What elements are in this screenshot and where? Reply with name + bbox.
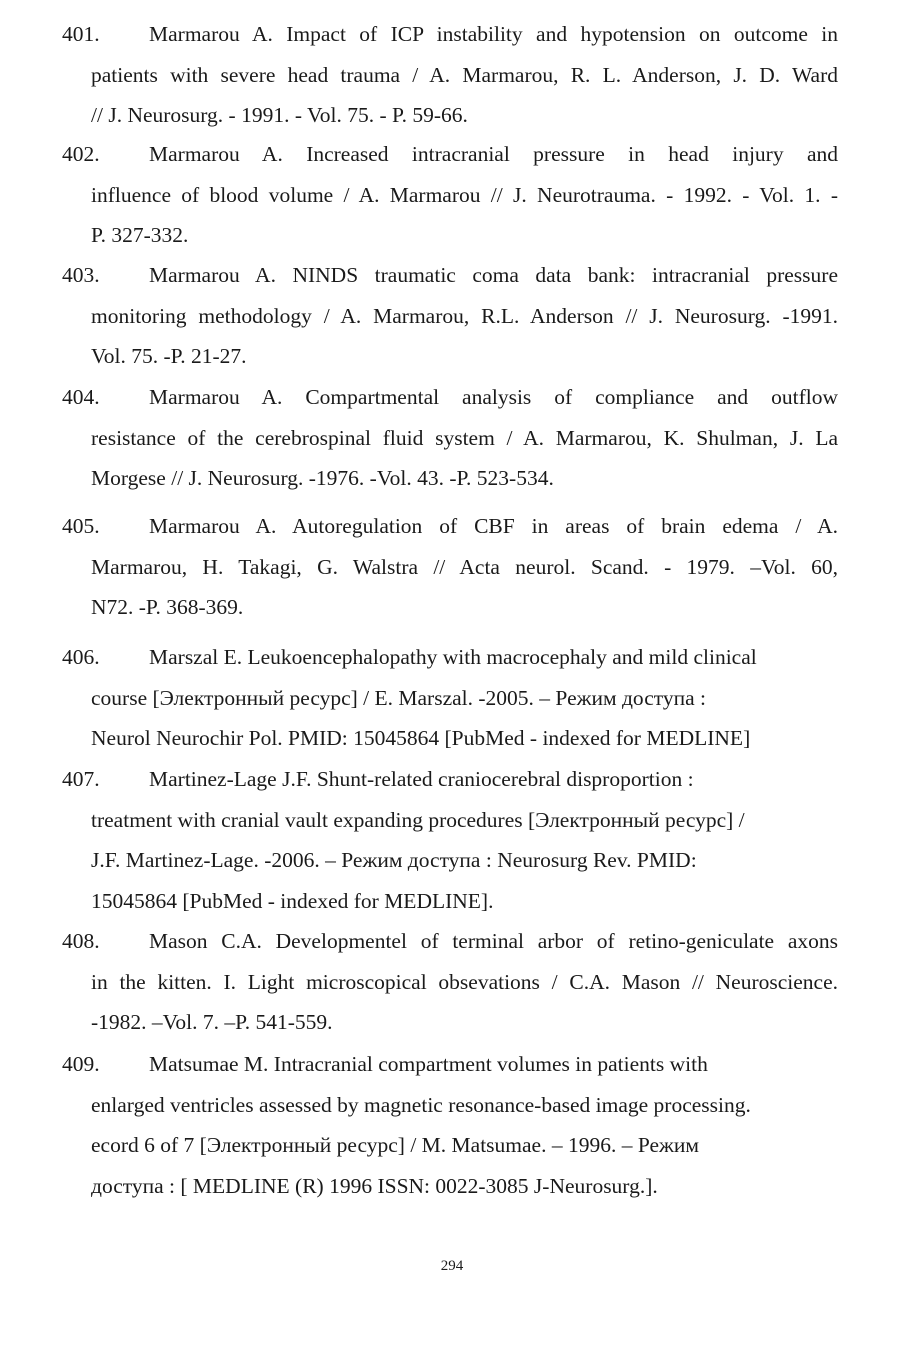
reference-number: 406.	[62, 645, 100, 669]
reference-line: enlarged ventricles assessed by magnetic resonance-based image processing.	[91, 1092, 751, 1117]
reference-item	[62, 134, 838, 256]
reference-number: 408.	[62, 929, 100, 953]
reference-line	[62, 1044, 838, 1085]
reference-line: N72. -P. 368-369.	[91, 595, 244, 619]
reference-number: 402.	[62, 142, 100, 166]
reference-line: P. 327-332.	[91, 223, 189, 247]
reference-line: monitoring methodology / A. Marmarou, R.L. Anderson // J. Neurosurg. -1991.	[91, 303, 838, 328]
reference-text: Marmarou A. Increased intracranial pressure in head injury and	[149, 142, 838, 166]
reference-line: // J. Neurosurg. - 1991. - Vol. 75. - P. 59-66.	[91, 103, 468, 127]
reference-text: Mason C.A. Developmentel of terminal arbor of retino-geniculate axons	[149, 929, 838, 953]
reference-item	[62, 921, 838, 1043]
reference-number: 404.	[62, 385, 100, 409]
reference-line: Marmarou, H. Takagi, G. Walstra // Acta neurol. Scand. - 1979. –Vol. 60,	[91, 554, 838, 579]
reference-text: Marszal E. Leukoencephalopathy with macrocephaly and mild clinical	[149, 645, 757, 669]
reference-line: influence of blood volume / A. Marmarou // J. Neurotrauma. - 1992. - Vol. 1. -	[91, 182, 838, 207]
reference-line	[62, 506, 838, 547]
reference-text: Marmarou A. NINDS traumatic coma data bank: intracranial pressure	[149, 263, 838, 287]
reference-text: Martinez-Lage J.F. Shunt-related craniocerebral disproportion :	[149, 767, 694, 791]
reference-item	[62, 377, 838, 499]
reference-line	[62, 255, 838, 296]
reference-text: Marmarou A. Compartmental analysis of compliance and outflow	[149, 385, 838, 409]
reference-line: resistance of the cerebrospinal fluid system / A. Marmarou, K. Shulman, J. La	[91, 425, 838, 450]
reference-number: 401.	[62, 22, 100, 46]
reference-item	[62, 1044, 838, 1206]
reference-line: treatment with cranial vault expanding procedures [Электронный ресурс] /	[91, 807, 745, 832]
reference-text: Matsumae M. Intracranial compartment volumes in patients with	[149, 1052, 708, 1076]
page-number: 294	[440, 1258, 464, 1274]
reference-item	[62, 14, 838, 136]
reference-item	[62, 759, 838, 921]
reference-item	[62, 637, 838, 759]
reference-text: Marmarou A. Impact of ICP instability and hypotension on outcome in	[149, 22, 838, 46]
reference-line	[62, 134, 838, 175]
reference-line: -1982. –Vol. 7. –P. 541-559.	[91, 1010, 333, 1034]
reference-line: J.F. Martinez-Lage. -2006. – Режим доступа : Neurosurg Rev. PMID:	[91, 848, 697, 872]
reference-line: patients with severe head trauma / A. Marmarou, R. L. Anderson, J. D. Ward	[91, 62, 838, 87]
reference-line: Morgese // J. Neurosurg. -1976. -Vol. 43. -P. 523-534.	[91, 466, 554, 490]
reference-line: доступа : [ MEDLINE (R) 1996 ISSN: 0022-3085 J-Neurosurg.].	[91, 1173, 658, 1198]
reference-line	[62, 637, 838, 678]
reference-item	[62, 255, 838, 377]
reference-number: 403.	[62, 263, 100, 287]
reference-line	[62, 759, 838, 800]
reference-number: 405.	[62, 514, 100, 538]
reference-line: 15045864 [PubMed - indexed for MEDLINE].	[91, 888, 494, 913]
reference-line: ecord 6 of 7 [Электронный ресурс] / M. Matsumae. – 1996. – Режим	[91, 1133, 700, 1157]
reference-line	[62, 377, 838, 418]
reference-line: course [Электронный ресурс] / E. Marszal. -2005. – Режим доступа :	[91, 685, 706, 710]
reference-number: 407.	[62, 767, 100, 791]
reference-line: Neurol Neurochir Pol. PMID: 15045864 [PubMed - indexed for MEDLINE]	[91, 726, 751, 750]
reference-item	[62, 506, 838, 628]
reference-line	[62, 14, 838, 55]
reference-number: 409.	[62, 1052, 100, 1076]
reference-text: Marmarou A. Autoregulation of CBF in areas of brain edema / A.	[149, 514, 838, 538]
reference-line	[62, 921, 838, 962]
reference-line: Vol. 75. -P. 21-27.	[91, 344, 247, 368]
reference-line: in the kitten. I. Light microscopical obsevations / C.A. Mason // Neuroscience.	[91, 969, 838, 994]
